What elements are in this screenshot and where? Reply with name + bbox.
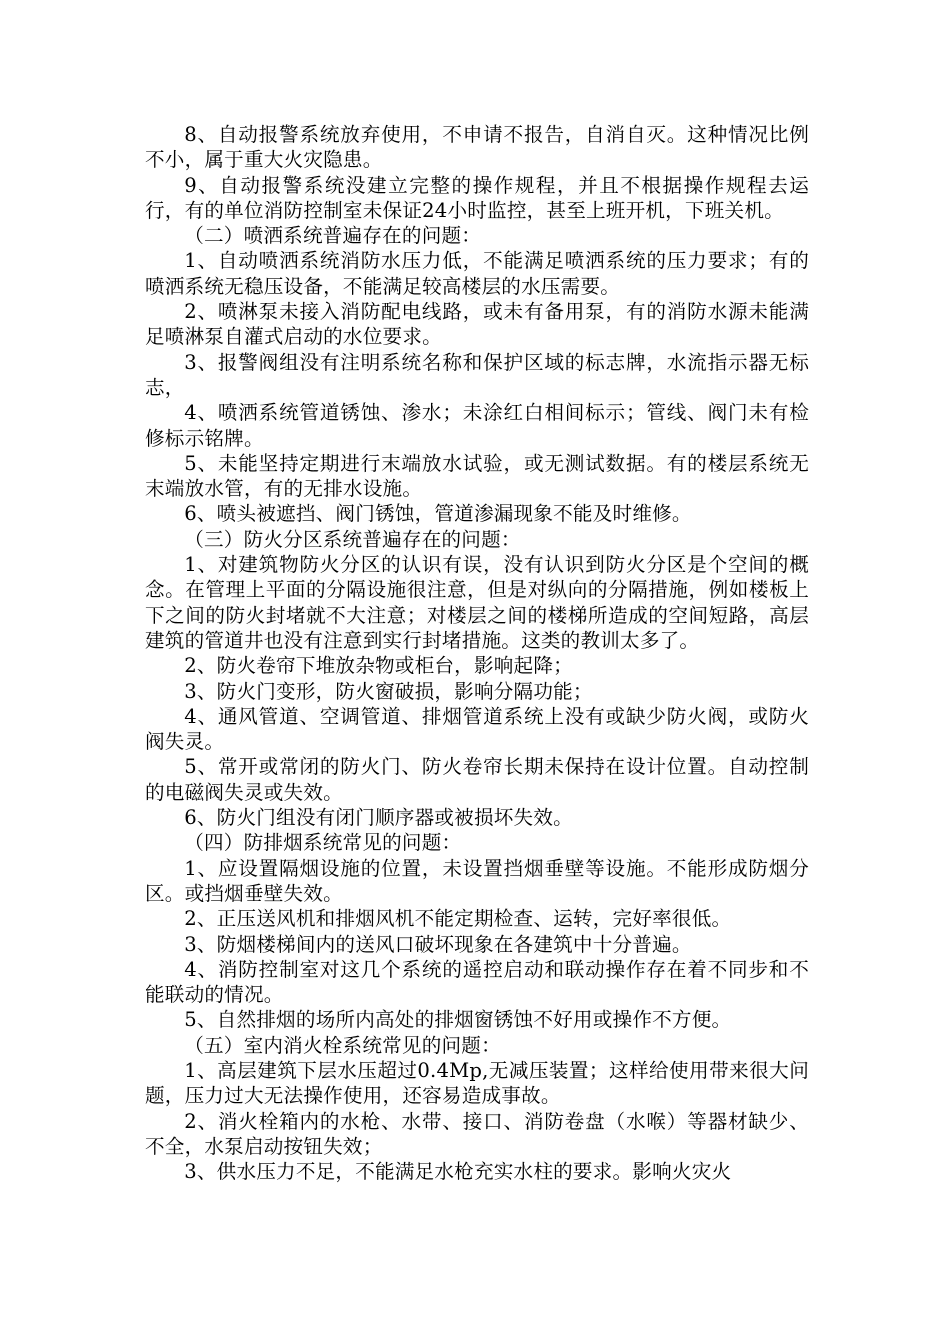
paragraph: 4、通风管道、空调管道、排烟管道系统上没有或缺少防火阀，或防火阀失灵。 xyxy=(145,704,809,754)
paragraph: 3、防火门变形，防火窗破损，影响分隔功能； xyxy=(184,679,593,703)
paragraph: 2、消火栓箱内的水枪、水带、接口、消防卷盘（水喉）等器材缺少、不全，水泵启动按钮失效； xyxy=(145,1109,809,1158)
paragraph: 2、正压送风机和排烟风机不能定期检查、运转，完好率很低。 xyxy=(184,907,732,931)
paragraph: 4、消防控制室对这几个系统的遥控启动和联动操作存在着不同步和不能联动的情况。 xyxy=(145,957,809,1007)
paragraph: 1、应设置隔烟设施的位置，未设置挡烟垂壁等设施。不能形成防烟分区。或挡烟垂壁失效。 xyxy=(145,856,809,905)
paragraph: 1、对建筑物防火分区的认识有误，没有认识到防火分区是个空间的概念。在管理上平面的分隔设施很注意，但是对纵向的分隔措施，例如楼板上下之间的防火封堵就不大注意；对楼层之间的楼梯所造成的空间短路，高层建筑的管道井也没有注意到实行封堵措施。这类的教训太多了。 xyxy=(145,553,809,652)
paragraph: 5、未能坚持定期进行末端放水试验，或无测试数据。有的楼层系统无末端放水管，有的无排水设施。 xyxy=(145,451,809,501)
paragraph: 2、喷淋泵未接入消防配电线路，或未有备用泵，有的消防水源未能满足喷淋泵自灌式启动的水位要求。 xyxy=(145,300,809,349)
paragraph: 3、防烟楼梯间内的送风口破坏现象在各建筑中十分普遍。 xyxy=(184,932,692,956)
paragraph: 5、自然排烟的场所内高处的排烟窗锈蚀不好用或操作不方便。 xyxy=(184,1008,732,1032)
paragraph: 8、自动报警系统放弃使用，不申请不报告，自消自灭。这种情况比例不小，属于重大火灾隐患。 xyxy=(145,123,809,172)
paragraph: 1、自动喷洒系统消防水压力低，不能满足喷洒系统的压力要求；有的喷洒系统无稳压设备，不能满足较高楼层的水压需要。 xyxy=(145,249,809,298)
document-page xyxy=(145,122,809,1184)
paragraph: 6、喷头被遮挡、阀门锈蚀，管道渗漏现象不能及时维修。 xyxy=(184,502,692,526)
paragraph: 9、自动报警系统没建立完整的操作规程，并且不根据操作规程去运行，有的单位消防控制室未保证24小时监控，甚至上班开机，下班关机。 xyxy=(145,173,809,222)
section-heading: （四）防排烟系统常见的问题： xyxy=(184,831,462,855)
paragraph: 3、供水压力不足，不能满足水枪充实水柱的要求。影响火灾火 xyxy=(184,1160,732,1184)
paragraph: 1、高层建筑下层水压超过0.4Mp,无减压装置；这样给使用带来很大问题，压力过大无法操作使用，还容易造成事故。 xyxy=(145,1058,809,1108)
section-heading: （三）防火分区系统普遍存在的问题： xyxy=(184,527,521,551)
section-heading: （五）室内消火栓系统常见的问题： xyxy=(184,1033,501,1057)
paragraph: 4、喷洒系统管道锈蚀、渗水；未涂红白相间标示；管线、阀门未有检修标示铭牌。 xyxy=(145,401,809,450)
paragraph: 6、防火门组没有闭门顺序器或被损坏失效。 xyxy=(184,806,573,830)
paragraph: 5、常开或常闭的防火门、防火卷帘长期未保持在设计位置。自动控制的电磁阀失灵或失效。 xyxy=(145,755,809,804)
section-heading: （二）喷洒系统普遍存在的问题： xyxy=(184,224,482,248)
paragraph: 3、报警阀组没有注明系统名称和保护区域的标志牌，水流指示器无标志， xyxy=(145,350,809,399)
paragraph: 2、防火卷帘下堆放杂物或柜台，影响起降； xyxy=(184,654,573,678)
